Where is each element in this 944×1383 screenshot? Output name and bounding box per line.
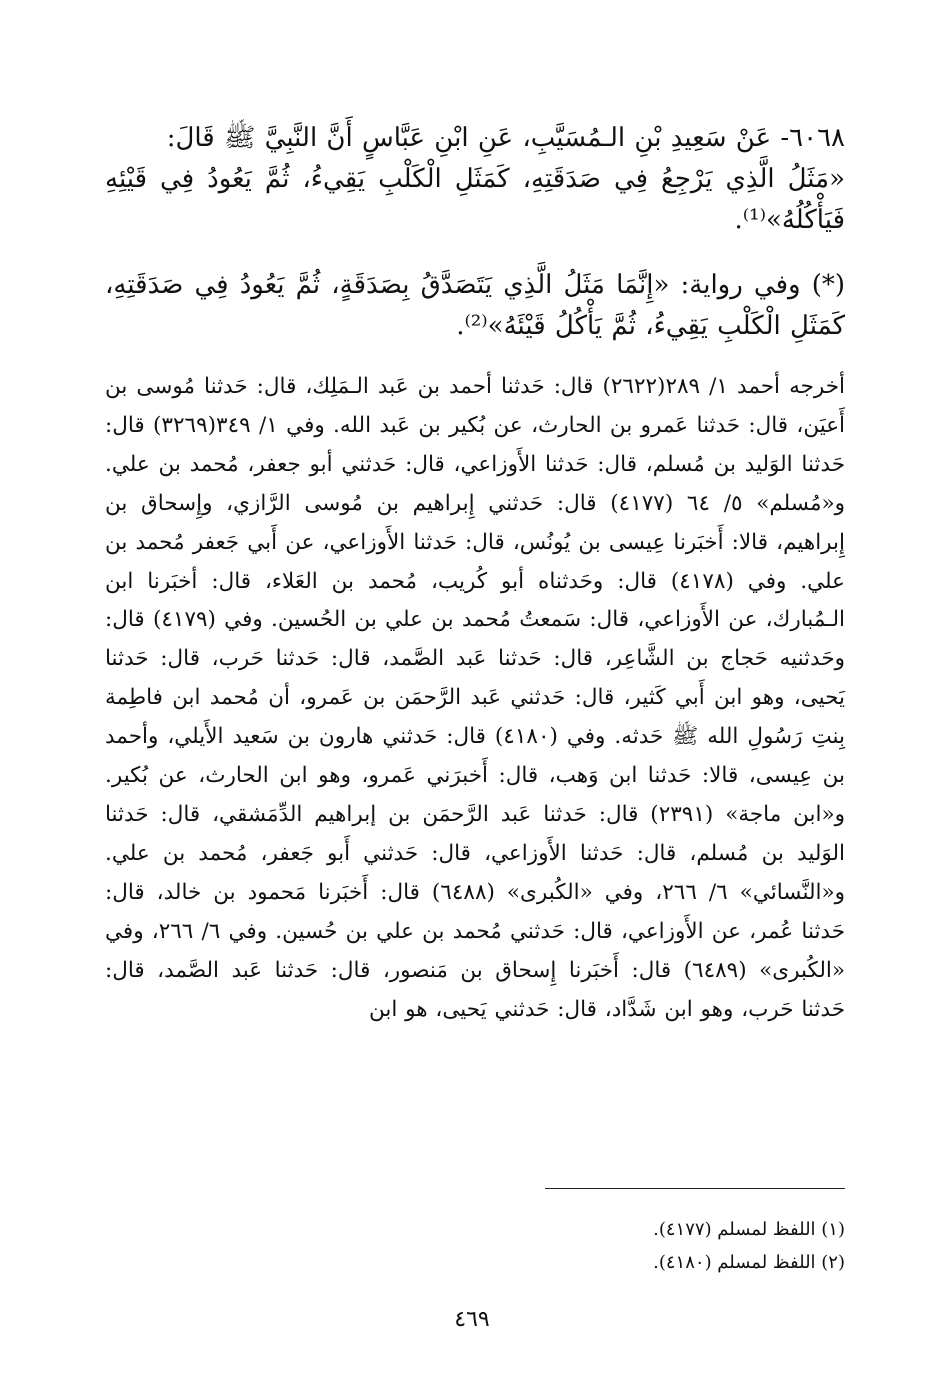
takhrij-text: أخرجه أحمد ١/ ٢٨٩(٢٦٢٢) قال: حَدثنا أحمد بن عَبد الـمَلِك، قال: حَدثنا مُوسى بن أَعيَن، قال: حَدثنا عَمرو بن الحارث، عن بُكير بن عَبد الله. وفي ١/ ٣٤٩(٣٢٦٩) قال: حَدثنا الوَليد بن مُسلم، قال: حَدثنا الأَوزاعي، قال: حَدثني أبو جعفر، مُحمد بن علي. و«مُسلم» ٥/ ٦٤ (٤١٧٧) قال: حَدثني إِبراهيم بن مُوسى الرَّازي، وإِسحاق بن إِبراهيم، قالا: أَخبَرنا عِيسى بن يُونُس، قال: حَدثنا الأَوزاعي، عن أَبي جَعفر مُحمد بن علي. وفي (٤١٧٨) قال: وحَدثناه أبو كُريب، مُحمد بن العَلاء، قال: أخبَرنا ابن الـمُبارك، عن الأَوزاعي، قال: سَمعتُ مُحمد بن علي بن الحُسين. وفي (٤١٧٩) قال: وحَدثنيه حَجاج بن الشَّاعِر، قال: حَدثنا عَبد الصَّمد، قال: حَدثنا حَرب، قال: حَدثنا يَحيى، وهو ابن أَبي كَثير، قال: حَدثني عَبد الرَّحمَن بن عَمرو، أن مُحمد ابن فاطِمة بِنتِ رَسُولِ الله ﷺ حَدثه. وفي (٤١٨٠) قال: حَدثني هارون بن سَعيد الأَيلي، وأحمد بن عِيسى، قالا: حَدثنا ابن وَهب، قال: أَخبرَني عَمرو، وهو ابن الحارث، عن بُكير. و«ابن ماجة» (٢٣٩١) قال: حَدثنا عَبد الرَّحمَن بن إبراهيم الدِّمَشقي، قال: حَدثنا الوَليد بن مُسلم، قال: حَدثنا الأَوزاعي، قال: حَدثني أَبو جَعفر، مُحمد بن علي. و«النَّسائي» ٦/ ٢٦٦، وفي «الكُبرى» (٦٤٨٨) قال: أَخبَرنا مَحمود بن خالد، قال: حَدثنا عُمر، عن الأَوزاعي، قال: حَدثني مُحمد بن علي بن حُسين. وفي ٦/ ٢٦٦، وفي «الكُبرى» (٦٤٨٩) قال: أَخبَرنا إِسحاق بن مَنصور، قال: حَدثنا عَبد الصَّمد، قال: حَدثنا حَرب، وهو ابن شَدَّاد، قال: حَدثني يَحيى، هو ابن — [105, 374, 846, 1022]
riwaya-text: (*) وفي رواية: «إِنَّمَا مَثَلُ الَّذِي يَتَصَدَّقُ بِصَدَقَةٍ، ثُمَّ يَعُودُ فِي صَدَقَتِهِ، كَمَثَلِ الْكَلْبِ يَقِيءُ، ثُمَّ يَأْكُلُ قَيْئَهُ»⁽²⁾. — [105, 270, 845, 341]
hadith-isnad: ٦٠٦٨- عَنْ سَعِيدِ بْنِ الـمُسَيَّبِ، عَنِ ابْنِ عَبَّاسٍ أَنَّ النَّبِيَّ ﷺ قَالَ: — [166, 123, 845, 153]
footnote-1: (١) اللفظ لمسلم (٤١٧٧). — [653, 1219, 845, 1240]
footnote-separator — [545, 1188, 845, 1189]
footnote-2: (٢) اللفظ لمسلم (٤١٨٠). — [653, 1252, 845, 1273]
page-number: ٤٦٩ — [454, 1307, 490, 1332]
takhrij-paragraph — [105, 368, 845, 1029]
hadith-text — [105, 118, 845, 241]
alternate-narration — [105, 265, 845, 347]
footnotes — [445, 1213, 845, 1279]
hadith-matn: «مَثَلُ الَّذِي يَرْجِعُ فِي صَدَقَتِهِ، كَمَثَلِ الْكَلْبِ يَقِيءُ، ثُمَّ يَعُودُ فِي قَيْئِهِ فَيَأْكُلُهُ»⁽¹⁾. — [105, 164, 845, 235]
